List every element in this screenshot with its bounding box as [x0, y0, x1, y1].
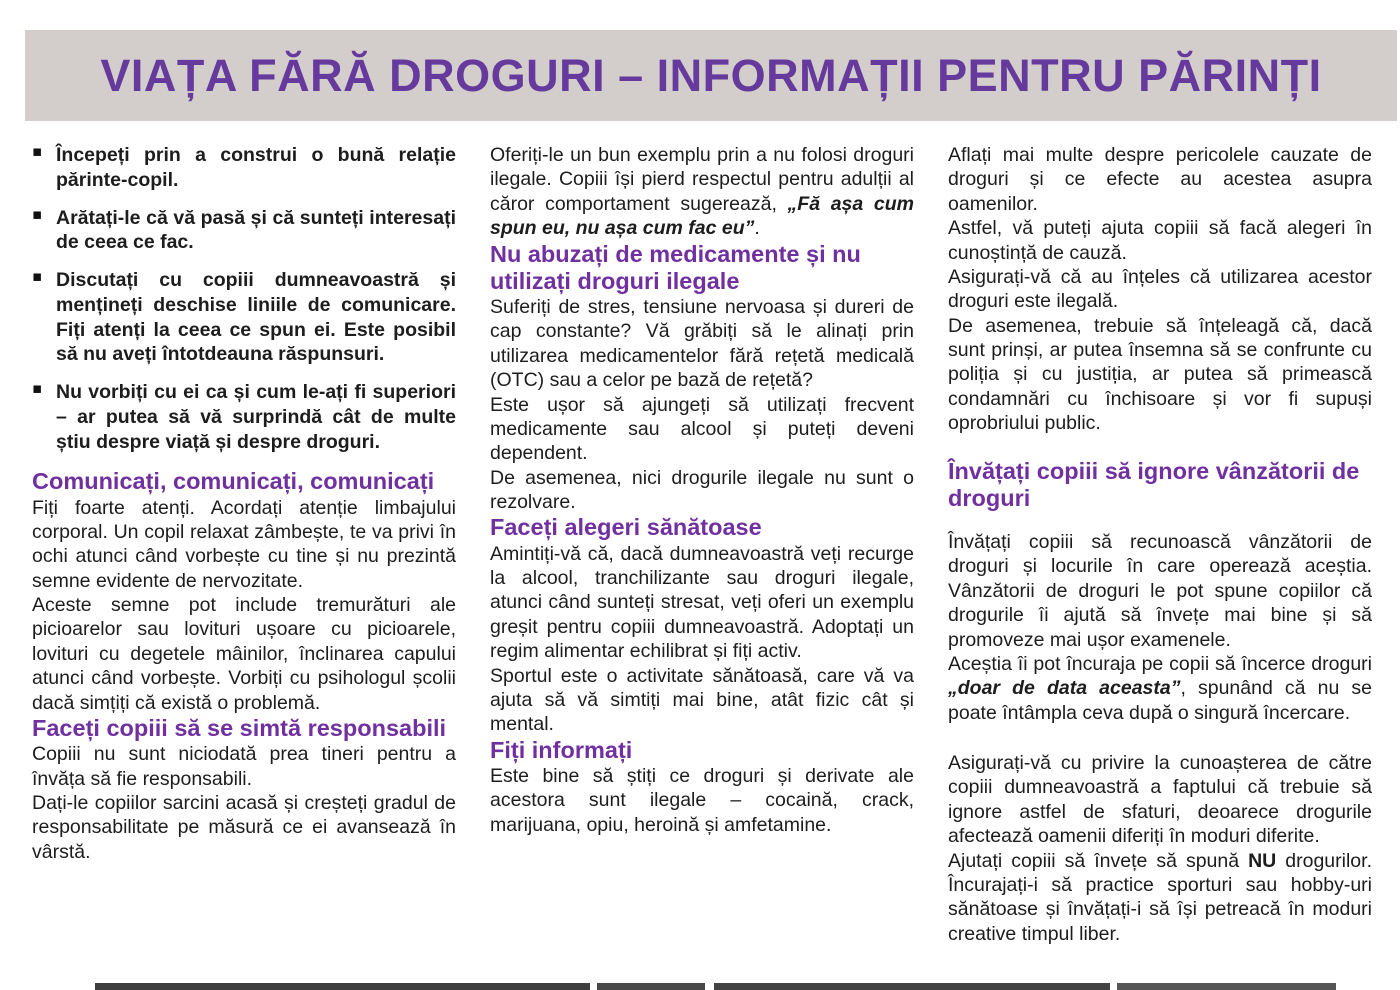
page-title: VIAȚA FĂRĂ DROGURI – INFORMAȚII PENTRU PĂRINȚI: [100, 49, 1322, 101]
paragraph: Fiți foarte atenți. Acordați atenție limbajului corporal. Un copil relaxat zâmbește, te va privi în ochi atunci când vorbește cu tine și nu prezintă semne evidente de nervozitate.: [32, 496, 456, 592]
section-heading-ignore-dealers: Învățați copiii să ignore vânzătorii de droguri: [948, 457, 1360, 511]
bullet-text: Discutați cu copiii dumneavoastră și mențineți deschise liniile de comunicare. Fiți atenți la ceea ce spun ei. Este posibil să nu aveți întotdeauna răspunsuri.: [56, 269, 456, 366]
bullet-square-icon: ▪: [32, 204, 43, 223]
header-banner: [25, 30, 1397, 121]
paragraph: De asemenea, trebuie să înțeleagă că, dacă sunt prinși, ar putea însemna să se confrunte cu poliția și cu justiția, ar putea să primească condamnări cu închisoare și vor fi supuși oprobriului public.: [948, 314, 1372, 435]
section-heading-healthy-choices: Faceți alegeri sănătoase: [490, 514, 762, 541]
bullet-text: Nu vorbiți cu ei ca și cum le-ați fi superiori – ar putea să vă surprindă cât de multe știu despre viață și despre droguri.: [56, 381, 456, 453]
section-heading-no-abuse: Nu abuzați de medicamente și nu utilizați droguri ilegale: [490, 240, 861, 294]
paragraph: Suferiți de stres, tensiune nervoasa și dureri de cap constante? Vă grăbiți să le alinați prin utilizarea medicamentelor fără rețetă medicală (OTC) sau a celor pe bază de rețetă?: [490, 296, 914, 392]
bullet-square-icon: ▪: [32, 267, 43, 285]
list-item: [32, 143, 456, 193]
footer-bar-segment: [597, 983, 705, 990]
paragraph: Copiii nu sunt niciodată prea tineri pentru a învăța să fie responsabili.: [32, 743, 456, 790]
paragraph: Asigurați-vă cu privire la cunoașterea de către copiii dumneavoastră a faptului că trebuie să ignore astfel de sfaturi, deoarece drogurile afectează oamenii diferiți în moduri diferite.: [948, 752, 1372, 848]
column-2: [490, 143, 914, 946]
paragraph: [948, 849, 1372, 947]
paragraph-text: Ajutați copiii să învețe să spună: [948, 849, 1249, 872]
bullet-square-icon: ▪: [32, 379, 43, 397]
paragraph: [948, 652, 1372, 725]
footer-bar-segment: [714, 983, 1110, 990]
bullet-text: Arătați-le că vă pasă și că sunteți interesați de ceea ce fac.: [56, 206, 456, 254]
section-heading-be-informed: Fiți informați: [490, 736, 633, 763]
paragraph: Aceste semne pot include tremurături ale picioarelor sau lovituri ușoare cu picioarele, lovituri cu degetele mâinilor, înclinarea capului atunci când vorbește. Vorbiți cu psihologul școlii dacă simțiți că există o problemă.: [32, 594, 456, 714]
list-item: [32, 268, 456, 367]
paragraph-text: Aceștia îi pot încuraja pe copii să încerce droguri: [948, 652, 1372, 675]
section-heading-communicate: Comunicați, comunicați, comunicați: [32, 468, 435, 495]
paragraph: Aflați mai multe despre pericolele cauzate de droguri și ce efecte au acestea asupra oamenilor.: [948, 144, 1372, 215]
document-body: [32, 143, 1372, 946]
paragraph: Amintiți-vă că, dacă dumneavoastră veți recurge la alcool, tranchilizante sau droguri ilegale, atunci când sunteți stresat, veți oferi un exemplu greșit pentru copiii dumneavoastră. Adoptați un regim alimentar echilibrat și fiți activ.: [490, 542, 914, 663]
paragraph-text: , spunând că nu se poate întâmpla ceva după o singură încercare.: [948, 677, 1372, 724]
bullet-square-icon: ▪: [32, 142, 43, 160]
quote-text: „Fă așa cum spun eu, nu așa cum fac eu”: [490, 192, 914, 240]
quote-text: „doar de data aceasta”: [948, 677, 1181, 700]
emphasis-text: NU: [1248, 849, 1277, 872]
paragraph: Învățați copiii să recunoască vânzătorii de droguri și locurile în care operează aceștia. Vânzătorii de droguri le pot spune copiilor că drogurile îi ajută să învețe mai bine și să promoveze mai ușor examenele.: [948, 531, 1372, 651]
paragraph-text: Oferiți-le un bun exemplu prin a nu folosi droguri ilegale. Copiii își pierd respectul pentru adulții al căror comportament sugerează,: [490, 144, 914, 215]
paragraph: Sportul este o activitate sănătoasă, care vă va ajuta să vă simtiți mai bine, atât fizic cât și mental.: [490, 664, 914, 736]
paragraph: Asigurați-vă că au înțeles că utilizarea acestor droguri este ilegală.: [948, 265, 1372, 313]
footer-cutoff-bar: [0, 982, 1400, 990]
column-3: [948, 143, 1372, 946]
footer-bar-segment: [95, 983, 590, 990]
paragraph-text: .: [754, 217, 760, 240]
footer-bar-segment: [1117, 983, 1336, 990]
paragraph: Dați-le copiilor sarcini acasă și creșteți gradul de responsabilitate pe măsură ce ei avansează în vârstă.: [32, 791, 456, 863]
paragraph: [490, 143, 914, 241]
paragraph: De asemenea, nici drogurile ilegale nu sunt o rezolvare.: [490, 466, 914, 513]
paragraph-text: drogurilor. Încurajați-i să practice sporturi sau hobby-uri sănătoase și învățați-i să își petreacă în moduri creative timpul liber.: [948, 849, 1372, 945]
paragraph: Astfel, vă puteți ajuta copiii să facă alegeri în cunoștință de cauză.: [948, 217, 1372, 264]
list-item: [32, 206, 456, 256]
list-item: [32, 380, 456, 454]
bullet-text: Începeți prin a construi o bună relație părinte-copil.: [56, 144, 456, 191]
section-heading-responsible: Faceți copiii să se simtă responsabili: [32, 714, 447, 741]
paragraph: Este bine să știți ce droguri și derivate ale acestora sunt ilegale – cocaină, crack, marijuana, opiu, heroină și amfetamine.: [490, 764, 914, 836]
paragraph: Este ușor să ajungeți să utilizați frecvent medicamente sau alcool și puteți deveni dependent.: [490, 393, 914, 465]
column-1: [32, 143, 456, 946]
